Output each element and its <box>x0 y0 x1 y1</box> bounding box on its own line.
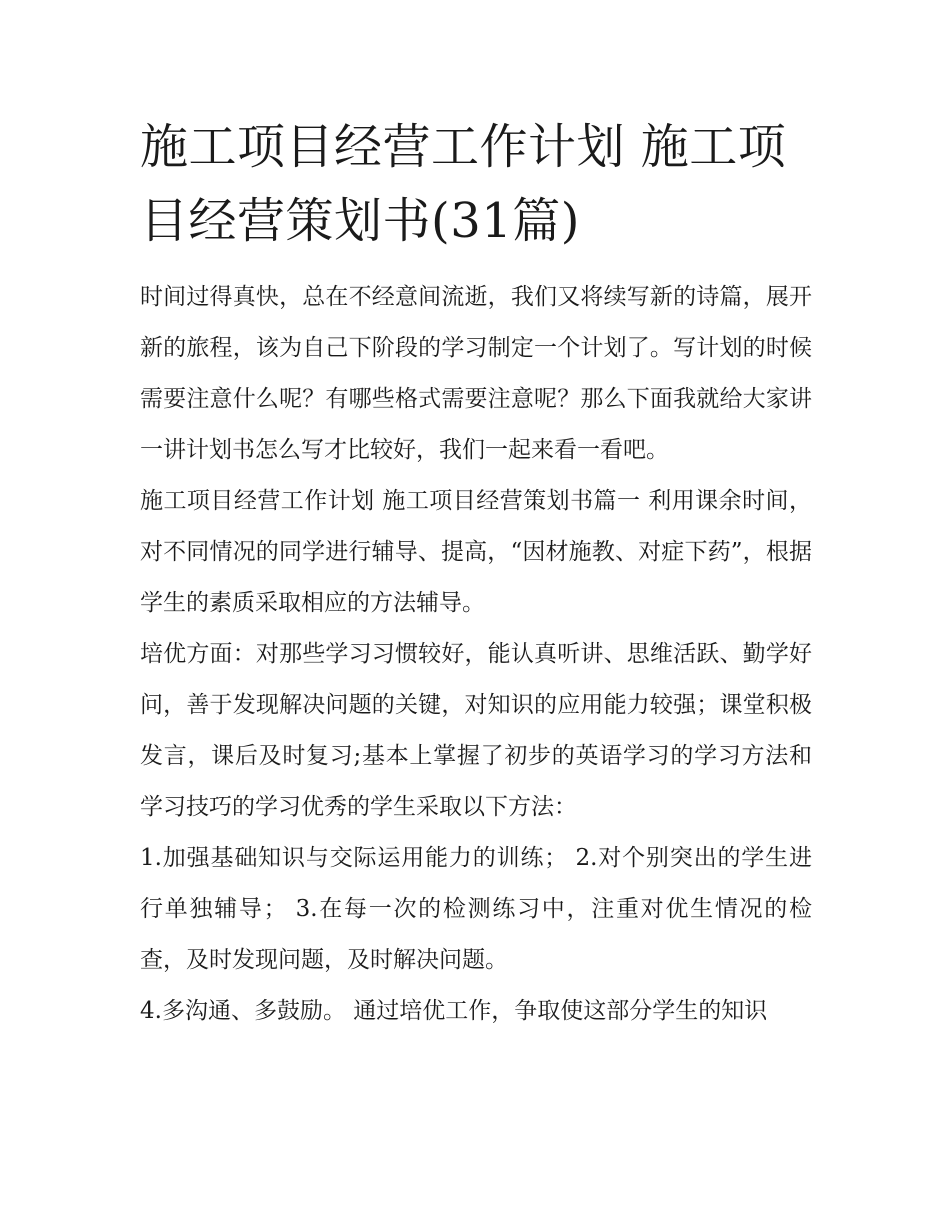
paragraph-method-4: 4.多沟通、多鼓励。 通过培优工作，争取使这部分学生的知识 <box>140 998 768 1024</box>
paragraph-intro: 时间过得真快，总在不经意间流逝，我们又将续写新的诗篇，展开新的旅程，该为自己下阶段的学习制定一个计划了。写计划的时候需要注意什么呢？有哪些格式需要注意呢？那么下面我就给大家讲一讲计划书怎么写才比较好，我们一起来看一看吧。 <box>140 284 812 463</box>
paragraph-section-one: 施工项目经营工作计划 施工项目经营策划书篇一 利用课余时间，对不同情况的同学进行辅导、提高，“因材施教、对症下药”，根据学生的素质采取相应的方法辅导。 <box>140 488 812 616</box>
paragraph-methods-1-3: 1.加强基础知识与交际运用能力的训练； 2.对个别突出的学生进行单独辅导； 3.在每一次的检测练习中，注重对优生情况的检查，及时发现问题，及时解决问题。 <box>140 845 812 973</box>
paragraph-excellent-students: 培优方面：对那些学习习惯较好，能认真听讲、思维活跃、勤学好问，善于发现解决问题的关键，对知识的应用能力较强；课堂积极发言，课后及时复习;基本上掌握了初步的英语学习的学习方法和学习技巧的学习优秀的学生采取以下方法： <box>140 641 812 820</box>
document-page <box>140 110 812 1037</box>
document-title: 施工项目经营工作计划 施工项目经营策划书(31篇) <box>140 119 787 249</box>
